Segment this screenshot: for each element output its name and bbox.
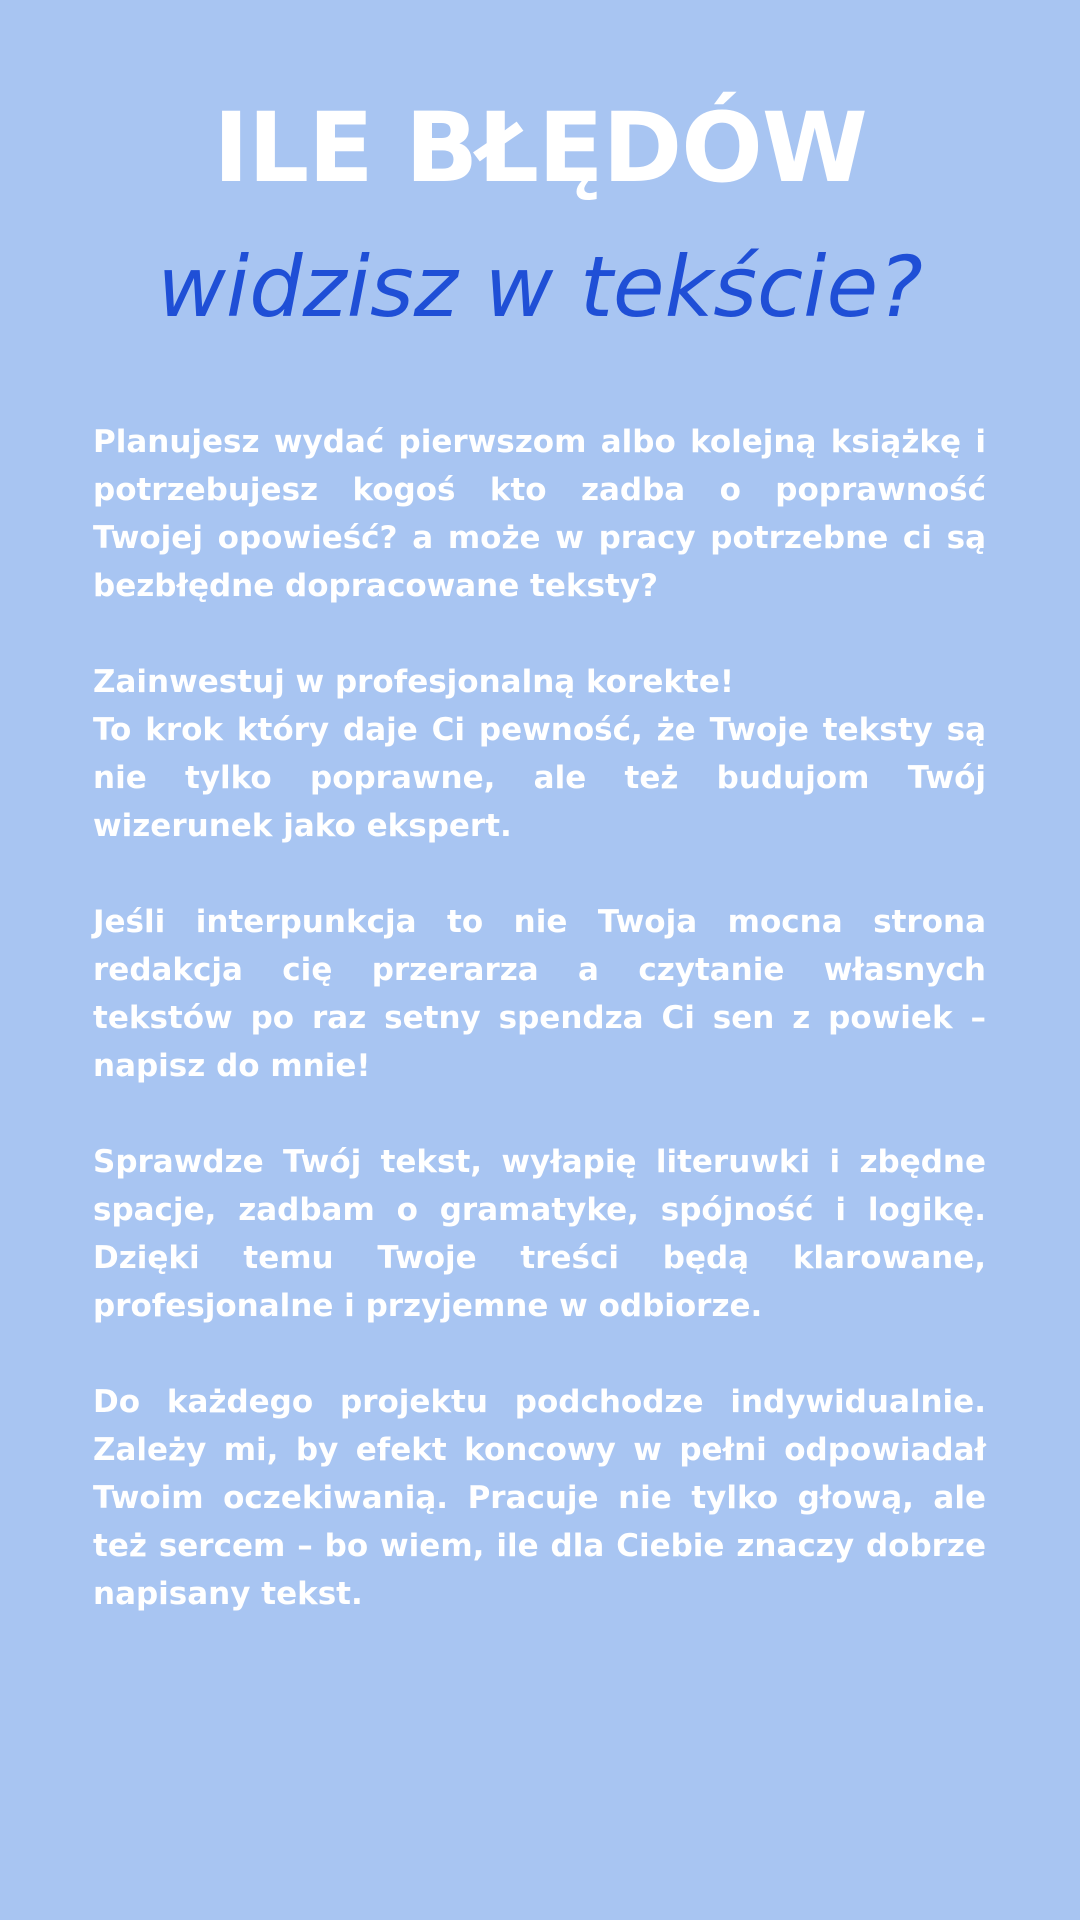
headline-title: ILE BŁĘDÓW: [213, 92, 867, 204]
paragraph-approach: [93, 1378, 986, 1618]
body-text: [93, 418, 986, 1666]
paragraph-invest: [93, 658, 986, 850]
paragraph-line: Zainwestuj w profesjonalną korekte!: [93, 664, 734, 700]
headline-subtitle: widzisz w tekście?: [157, 238, 923, 336]
paragraph-line: To krok który daje Ci pewność, że Twoje teksty są nie tylko poprawne, ale też budujom Twój wizerunek jako ekspert.: [93, 712, 986, 844]
paragraph-contact: [93, 898, 986, 1090]
paragraph-services: [93, 1138, 986, 1330]
paragraph-line: Sprawdze Twój tekst, wyłapię literuwki i zbędne spacje, zadbam o gramatyke, spójność i logikę. Dzięki temu Twoje treści będą klarowane, profesjonalne i przyjemne w odbiorze.: [93, 1144, 986, 1324]
paragraph-line: Planujesz wydać pierwszom albo kolejną książkę i potrzebujesz kogoś kto zadba o poprawność Twojej opowieść? a może w pracy potrzebne ci są bezbłędne dopracowane teksty?: [93, 424, 986, 604]
paragraph-line: Do każdego projektu podchodze indywidualnie. Zależy mi, by efekt koncowy w pełni odpowiadał Twoim oczekiwanią. Pracuje nie tylko głową, ale też sercem – bo wiem, ile dla Ciebie znaczy dobrze napisany tekst.: [93, 1384, 986, 1612]
paragraph-intro: [93, 418, 986, 610]
paragraph-line: Jeśli interpunkcja to nie Twoja mocna strona redakcja cię przerarza a czytanie własnych tekstów po raz setny spendza Ci sen z powiek – napisz do mnie!: [93, 904, 986, 1084]
